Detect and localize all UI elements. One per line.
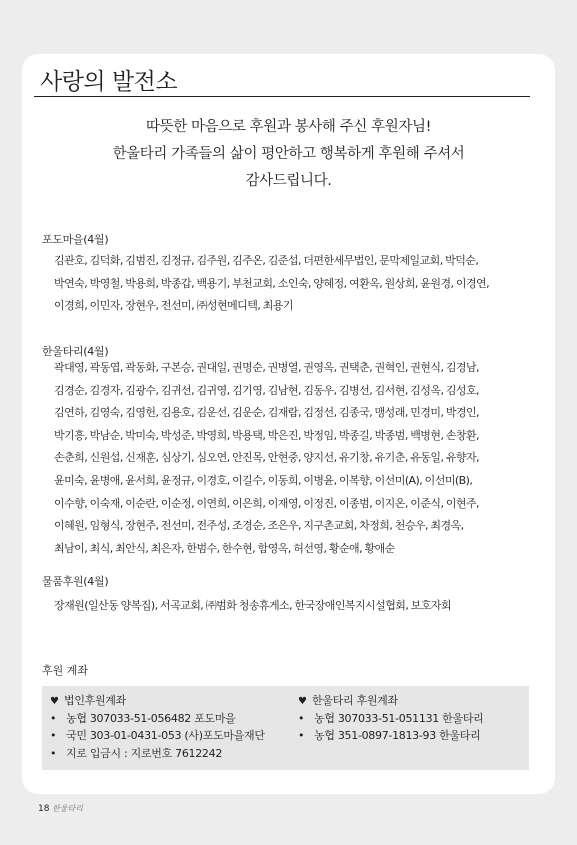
donor-line: 곽대영, 곽동엽, 곽동화, 구본승, 권대일, 권명순, 권병열, 권영옥, 권택춘, 권혁인, 권현식, 김경남, [54, 361, 480, 374]
section-heading-podomaeul: 포도마을(4월) [42, 233, 109, 246]
intro-line: 감사드립니다. [245, 173, 332, 189]
page-number: 18 [38, 804, 50, 814]
donor-line: 이경희, 이민자, 장현우, 전선미, ㈜성현메디텍, 최용기 [54, 299, 293, 313]
bullet-icon: • [50, 746, 57, 760]
account-box [42, 686, 529, 770]
account-heading: 후원 계좌 [42, 664, 89, 677]
donor-list-hanultari [54, 357, 544, 560]
bullet-icon: • [298, 729, 305, 742]
donor-line: 김연하, 김영숙, 김영헌, 김용호, 김운선, 김운순, 김재람, 김정선, 김종국, 맹성래, 민경미, 박경인, [54, 406, 480, 420]
section-heading-hanultari: 한울타리(4월) [42, 345, 109, 358]
donor-line: 박연숙, 박영철, 박용희, 박종갑, 백용기, 부천교회, 소인숙, 양혜정, 여환옥, 원상희, 윤원경, 이경연, [54, 276, 490, 290]
account-item: • 농협 307033-51-056482 포도마을 [50, 710, 265, 728]
page-title: 사랑의 발전소 [40, 69, 178, 95]
donor-line: 장재원(일산동 양복집), 서곡교회, ㈜범화 청송휴게소, 한국장애인복지시설협회, 보호자회 [54, 599, 452, 612]
donor-line: 김경순, 김경자, 김광수, 김귀선, 김귀영, 김기영, 김남현, 김동우, 김병선, 김서현, 김성옥, 김성호, [54, 383, 480, 397]
donor-line: 김관호, 김덕화, 김범진, 김정규, 김주원, 김주온, 김준섭, 더편한세무법인, 문막제일교회, 박덕순, [54, 254, 479, 267]
donor-list-podomaeul [54, 250, 544, 318]
title-divider [34, 96, 530, 97]
account-item: • 농협 351-0897-1813-93 한울타리 [298, 727, 483, 745]
bullet-icon: • [50, 711, 57, 725]
donor-line: 이수향, 이숙재, 이순란, 이순정, 이연희, 이은희, 이재영, 이정진, 이종범, 이지온, 이준식, 이현주, [54, 496, 480, 510]
hanultari-account-column [298, 692, 483, 745]
corporate-account-column [50, 692, 265, 762]
bullet-icon: • [50, 729, 57, 742]
content-card [22, 54, 555, 794]
intro-line: 한울타리 가족들의 삶이 평안하고 행복하게 후원해 주셔서 [112, 146, 465, 162]
account-item: • 지로 입금시 : 지로번호 7612242 [50, 745, 265, 763]
donor-list-goods [54, 595, 544, 618]
account-item: • 국민 303-01-0431-053 (사)포도마을재단 [50, 727, 265, 745]
account-item: • 농협 307033-51-051131 한울타리 [298, 710, 483, 728]
donor-line: 손춘희, 신원섭, 신재훈, 심상기, 심오연, 안진목, 안현중, 양지선, 유기창, 유기춘, 유동일, 유향자, [54, 451, 480, 465]
heart-icon: ♥ [298, 696, 307, 707]
donor-line: 이혜원, 임형식, 장현주, 전선미, 전주성, 조경순, 조은우, 지구촌교회, 차정희, 천승우, 최경옥, [54, 519, 464, 533]
heart-icon: ♥ [50, 696, 59, 707]
donor-line: 최남이, 최식, 최안식, 최은자, 한범수, 한수현, 함영옥, 허선영, 황순애, 황애순 [54, 541, 395, 555]
donor-line: 박기흥, 박남순, 박미숙, 박성준, 박영희, 박용택, 박은진, 박정임, 박종길, 박종범, 백병현, 손창환, [54, 428, 480, 442]
account-title: ♥ 한울타리 후원계좌 [298, 692, 483, 710]
section-heading-goods: 물품후원(4월) [42, 575, 109, 588]
footer-logo: 한울타리 [52, 804, 83, 813]
bullet-icon: • [298, 711, 305, 725]
donor-line: 윤미숙, 윤병애, 윤서희, 윤정규, 이경호, 이길수, 이동희, 이병윤, 이복향, 이선미(A), 이선미(B), [54, 473, 473, 487]
intro-message [22, 114, 555, 195]
intro-line: 따뜻한 마음으로 후원과 봉사해 주신 후원자님! [146, 119, 431, 135]
account-title: ♥ 법인후원계좌 [50, 692, 265, 710]
